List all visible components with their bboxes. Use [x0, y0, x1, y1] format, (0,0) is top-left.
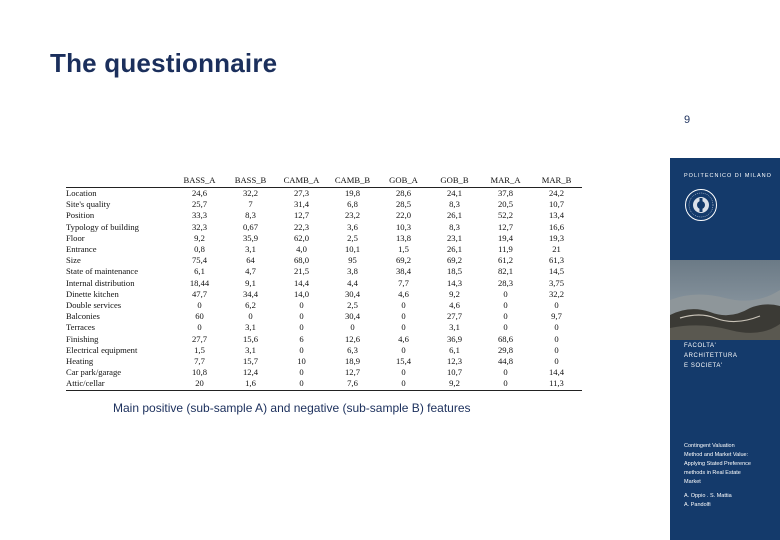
table-cell: 4,6 [449, 300, 460, 311]
table-cell: 9,2 [429, 378, 480, 390]
table-cell: 10,1 [344, 244, 361, 255]
table-cell: 34,4 [242, 288, 259, 299]
table-cell: 8,3 [449, 199, 460, 210]
row-label: Balconies [66, 311, 100, 322]
table-row [66, 367, 582, 378]
course-line: methods in Real Estate [684, 470, 741, 476]
table-cell: 12,7 [497, 221, 514, 232]
table-cell: 30,4 [344, 311, 361, 322]
table-cell: 62,0 [293, 232, 310, 243]
table-cell: 4,0 [296, 244, 307, 255]
table-cell: 3,1 [245, 322, 256, 333]
table-header-row [66, 175, 582, 188]
author-line: A. Pandolfi [684, 502, 711, 508]
table-cell: 0 [401, 344, 406, 355]
course-line: Applying Stated Preference [684, 461, 751, 467]
table-cell: 4,6 [398, 288, 409, 299]
table-cell: 6,1 [194, 266, 205, 277]
table-cell: 32,2 [548, 288, 565, 299]
table-cell: 12,3 [446, 356, 463, 367]
table-cell: 11,9 [498, 244, 513, 255]
faculty-name [684, 341, 738, 371]
row-label: Location [66, 188, 97, 198]
table-cell: 4,6 [398, 333, 409, 344]
table-cell: 22,3 [293, 221, 310, 232]
table-cell: 10,7 [446, 367, 463, 378]
table-cell: 38,4 [395, 266, 412, 277]
table-cell: 12,7 [293, 210, 310, 221]
table-cell: 4,7 [245, 266, 256, 277]
table-cell: 2,5 [347, 300, 358, 311]
table-cell: 0 [554, 344, 559, 355]
table-cell: 0 [378, 378, 429, 390]
faculty-line: FACOLTA' [684, 343, 717, 349]
faculty-line: ARCHITETTURA [684, 353, 738, 359]
table-row [66, 255, 582, 266]
slide-title: The questionnaire [50, 48, 278, 78]
features-table [66, 175, 582, 391]
table-cell: 14,5 [548, 266, 565, 277]
table-cell: 36,9 [446, 333, 463, 344]
table-cell: 29,8 [497, 344, 514, 355]
table-cell: 0 [554, 356, 559, 367]
table-cell: 18,44 [189, 277, 210, 288]
column-header: MAR_B [531, 175, 582, 188]
table-cell: 1,6 [225, 378, 276, 390]
table-body [66, 188, 582, 391]
row-label: Site's quality [66, 199, 111, 210]
row-label: Electrical equipment [66, 344, 138, 355]
table-cell: 8,3 [449, 221, 460, 232]
row-label: Car park/garage [66, 367, 122, 378]
faculty-line: E SOCIETA' [684, 363, 723, 369]
table-row [66, 311, 582, 322]
row-label: State of maintenance [66, 266, 139, 277]
table-cell: 24,2 [548, 188, 565, 198]
row-label: Typology of building [66, 221, 139, 232]
table-cell: 37,8 [497, 188, 514, 198]
table-cell: 0 [248, 311, 253, 322]
table-cell: 32,2 [242, 188, 259, 198]
table-cell: 1,5 [398, 244, 409, 255]
table-cell: 68,0 [293, 255, 310, 266]
course-line: Market [684, 479, 701, 485]
table-cell: 60 [195, 311, 204, 322]
authors [684, 492, 732, 510]
table-cell: 10,7 [548, 199, 565, 210]
column-header: GOB_B [429, 175, 480, 188]
table-cell: 21 [552, 244, 561, 255]
table-cell: 26,1 [446, 210, 463, 221]
table-cell: 20,5 [497, 199, 514, 210]
table-cell: 30,4 [344, 288, 361, 299]
table-row [66, 300, 582, 311]
table-cell: 69,2 [446, 255, 463, 266]
table-cell: 0 [554, 333, 559, 344]
table-row [66, 378, 582, 390]
table-row [66, 278, 582, 289]
table-cell: 35,9 [242, 232, 259, 243]
row-label: Size [66, 255, 81, 266]
page-number: 9 [684, 114, 691, 126]
table-cell: 0 [197, 300, 202, 311]
row-label: Position [66, 210, 95, 221]
table-cell: 9,2 [194, 232, 205, 243]
table-cell: 7 [248, 199, 253, 210]
table-cell: 0 [276, 378, 327, 390]
table-row [66, 289, 582, 300]
table-row [66, 233, 582, 244]
table-cell: 15,7 [242, 356, 259, 367]
table-cell: 27,3 [293, 188, 310, 198]
table-cell: 9,2 [449, 288, 460, 299]
row-label: Finishing [66, 333, 99, 344]
table-cell: 31,4 [293, 199, 310, 210]
table-cell: 0 [480, 378, 531, 390]
table-cell: 14,4 [293, 277, 310, 288]
table-row [66, 266, 582, 277]
university-seal-icon [684, 188, 718, 222]
table-cell: 0 [503, 322, 508, 333]
table-cell: 0 [554, 322, 559, 333]
table-cell: 4,4 [347, 277, 358, 288]
table-cell: 0,8 [194, 244, 205, 255]
table-cell: 1,5 [194, 344, 205, 355]
table-cell: 61,3 [548, 255, 565, 266]
column-header: CAMB_B [327, 175, 378, 188]
table-cell: 0 [503, 300, 508, 311]
table-row [66, 322, 582, 333]
table-cell: 2,5 [347, 232, 358, 243]
table-cell: 9,7 [551, 311, 562, 322]
table-cell: 6,8 [347, 199, 358, 210]
table-cell: 23,2 [344, 210, 361, 221]
table-cell: 13,8 [395, 232, 412, 243]
coastline-photo [670, 260, 780, 340]
table-cell: 19,8 [344, 188, 361, 198]
university-name: POLITECNICO DI MILANO [684, 173, 772, 179]
table-row [66, 188, 582, 200]
sidebar [670, 158, 780, 540]
column-header: BASS_A [174, 175, 225, 188]
table-cell: 6,3 [347, 344, 358, 355]
table-cell: 14,3 [446, 277, 463, 288]
table-cell: 28,6 [395, 188, 412, 198]
table-cell: 12,6 [344, 333, 361, 344]
table-cell: 10 [297, 356, 306, 367]
table-cell: 0 [503, 367, 508, 378]
table-cell: 24,1 [446, 188, 463, 198]
table-cell: 3,1 [449, 322, 460, 333]
table-cell: 28,3 [497, 277, 514, 288]
table-row [66, 210, 582, 221]
table-cell: 0,67 [242, 221, 259, 232]
table-cell: 11,3 [531, 378, 582, 390]
table-cell: 7,7 [194, 356, 205, 367]
table-cell: 15,4 [395, 356, 412, 367]
table-cell: 0 [350, 322, 355, 333]
table-cell: 32,3 [191, 221, 208, 232]
table-cell: 0 [401, 367, 406, 378]
table-cell: 25,7 [191, 199, 208, 210]
table-cell: 69,2 [395, 255, 412, 266]
table-cell: 0 [401, 322, 406, 333]
column-header: BASS_B [225, 175, 276, 188]
table-cell: 6 [299, 333, 304, 344]
row-label: Internal distribution [66, 277, 135, 288]
table-cell: 75,4 [191, 255, 208, 266]
table-cell: 0 [503, 311, 508, 322]
table-cell: 68,6 [497, 333, 514, 344]
table-cell: 3,6 [347, 221, 358, 232]
column-header: CAMB_A [276, 175, 327, 188]
table-cell: 23,1 [446, 232, 463, 243]
table-cell: 12,7 [344, 367, 361, 378]
column-header: MAR_A [480, 175, 531, 188]
table-cell: 3,8 [347, 266, 358, 277]
course-title [684, 442, 751, 487]
table-cell: 47,7 [191, 288, 208, 299]
table-row [66, 356, 582, 367]
table-cell: 7,7 [398, 277, 409, 288]
header-corner [66, 175, 174, 188]
row-label: Terraces [66, 322, 95, 333]
table-caption: Main positive (sub-sample A) and negative (sub-sample B) features [113, 401, 471, 415]
table-cell: 18,9 [344, 356, 361, 367]
table-row [66, 222, 582, 233]
table-cell: 3,75 [548, 277, 565, 288]
course-line: Method and Market Value: [684, 452, 749, 458]
table-cell: 26,1 [446, 244, 463, 255]
table-cell: 19,3 [548, 232, 565, 243]
table-cell: 12,4 [242, 367, 259, 378]
table-row [66, 345, 582, 356]
table-cell: 33,3 [191, 210, 208, 221]
row-label: Heating [66, 356, 94, 367]
table-cell: 21,5 [293, 266, 310, 277]
table-cell: 0 [197, 322, 202, 333]
table-row [66, 199, 582, 210]
table-cell: 7,6 [327, 378, 378, 390]
table-cell: 44,8 [497, 356, 514, 367]
course-line: Contingent Valuation [684, 443, 735, 449]
table-cell: 61,2 [497, 255, 514, 266]
table-cell: 3,1 [245, 344, 256, 355]
table-cell: 0 [401, 311, 406, 322]
table-cell: 10,3 [395, 221, 412, 232]
table-cell: 0 [299, 367, 304, 378]
table-cell: 0 [299, 311, 304, 322]
row-label: Attic/cellar [66, 378, 174, 390]
table-cell: 27,7 [191, 333, 208, 344]
table-cell: 95 [348, 255, 357, 266]
row-label: Floor [66, 232, 85, 243]
table-cell: 18,5 [446, 266, 463, 277]
table-cell: 6,2 [245, 300, 256, 311]
table-row [66, 334, 582, 345]
table-cell: 19,4 [497, 232, 514, 243]
table-cell: 0 [554, 300, 559, 311]
table-cell: 13,4 [548, 210, 565, 221]
table-cell: 15,6 [242, 333, 259, 344]
table-cell: 0 [299, 300, 304, 311]
table-cell: 0 [299, 344, 304, 355]
author-line: A. Oppio . S. Mattia [684, 493, 732, 499]
table-cell: 10,8 [191, 367, 208, 378]
table-cell: 0 [503, 288, 508, 299]
row-label: Double services [66, 300, 122, 311]
table-cell: 52,2 [497, 210, 514, 221]
table-cell: 3,1 [245, 244, 256, 255]
table-cell: 22,0 [395, 210, 412, 221]
table-cell: 14,4 [548, 367, 565, 378]
table-cell: 0 [299, 322, 304, 333]
table-cell: 24,6 [191, 188, 208, 198]
row-label: Dinette kitchen [66, 288, 119, 299]
table-cell: 27,7 [446, 311, 463, 322]
row-label: Entrance [66, 244, 97, 255]
table-cell: 82,1 [497, 266, 514, 277]
table-cell: 14,0 [293, 288, 310, 299]
table-cell: 28,5 [395, 199, 412, 210]
table-cell: 16,6 [548, 221, 565, 232]
column-header: GOB_A [378, 175, 429, 188]
table-row [66, 244, 582, 255]
table-cell: 8,3 [245, 210, 256, 221]
table-cell: 6,1 [449, 344, 460, 355]
table-cell: 0 [401, 300, 406, 311]
table-cell: 64 [246, 255, 255, 266]
table-cell: 20 [174, 378, 225, 390]
table-cell: 9,1 [245, 277, 256, 288]
